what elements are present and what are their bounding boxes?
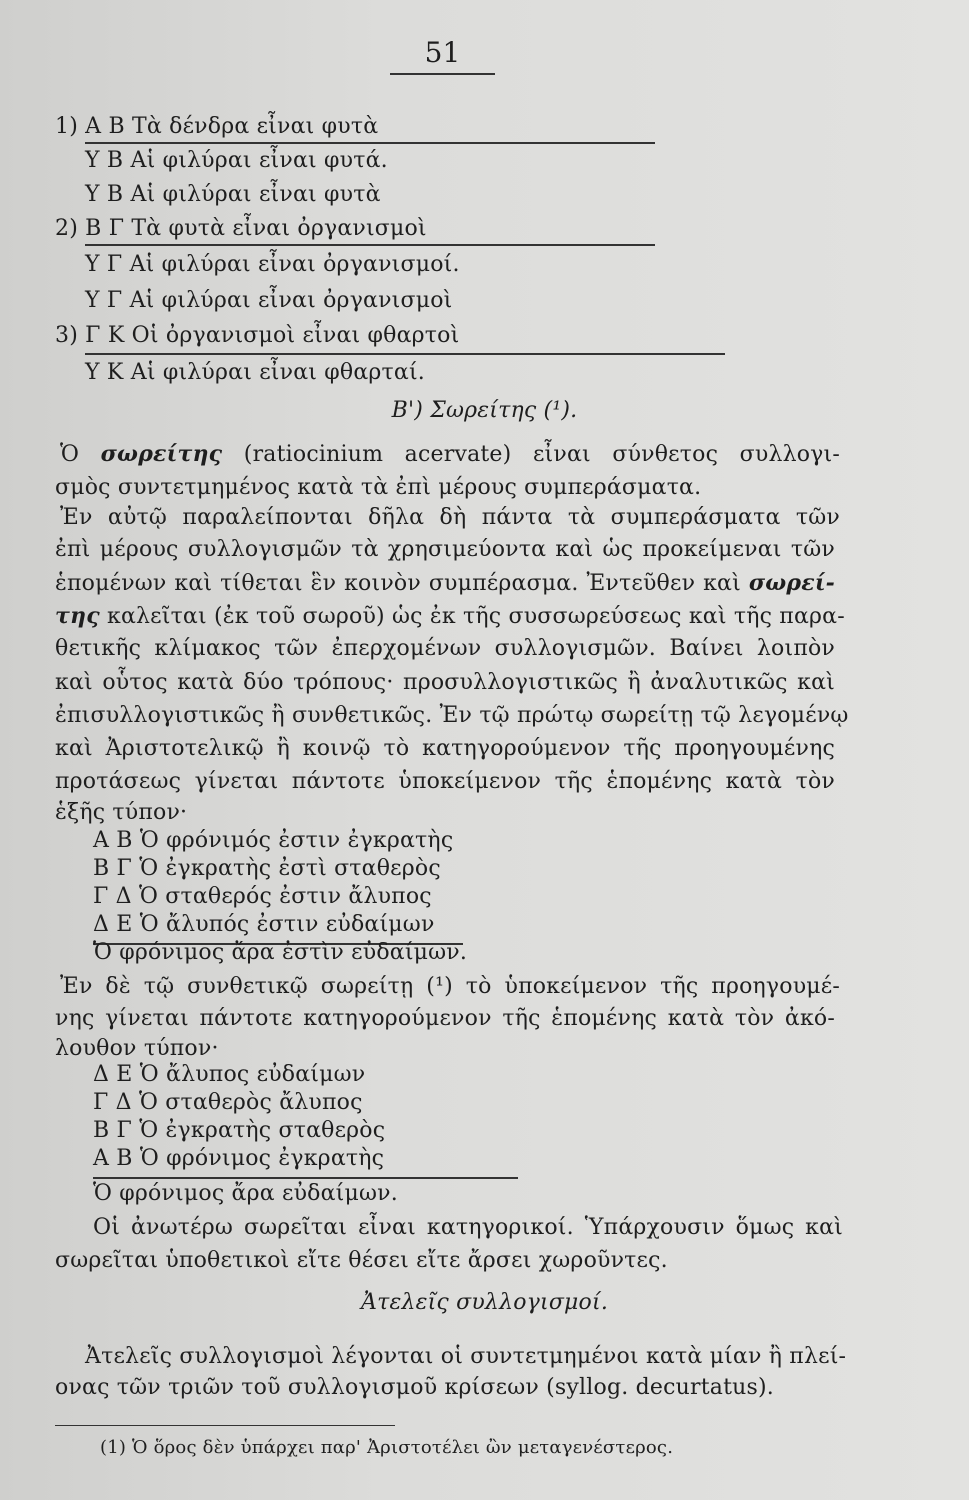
syllogism-line: 3) Γ Κ Οἱ ὀργανισμοὶ εἶναι φθαρτοὶ xyxy=(55,323,460,348)
example-rule xyxy=(93,1177,518,1179)
example-line: Β Γ Ὁ ἐγκρατὴς ἐστὶ σταθερὸς xyxy=(93,856,441,881)
syllogism-line: Υ Κ Αἱ φιλύραι εἶναι φθαρταί. xyxy=(85,360,425,385)
paragraph-line xyxy=(55,570,835,596)
example-line: Δ Ε Ὁ ἄλυπος εὐδαίμων xyxy=(93,1062,366,1087)
paragraph-line: Ἀτελεῖς συλλογισμοὶ λέγονται οἱ συντετμημένοι κατὰ μίαν ἢ πλεί- xyxy=(85,1344,847,1369)
term-emphasis: της xyxy=(55,603,100,629)
example-line: Α Β Ὁ φρόνιμός ἐστιν ἐγκρατὴς xyxy=(93,828,454,853)
paragraph-line: προτάσεως γίνεται πάντοτε ὑποκείμενον τῆς ἑπομένης κατὰ τὸν xyxy=(55,769,835,794)
subheading: Ἀτελεῖς συλλογισμοί. xyxy=(360,1290,609,1315)
paragraph-line: νης γίνεται πάντοτε κατηγορούμενον τῆς ἑπομένης κατὰ τὸν ἀκό- xyxy=(55,1006,835,1031)
text: καλεῖται (ἐκ τοῦ σωροῦ) ὡς ἐκ τῆς συσσωρεύσεως καὶ τῆς παρα- xyxy=(99,604,845,629)
syllogism-rule xyxy=(85,142,655,144)
syllogism-rule xyxy=(85,244,655,246)
example-conclusion: Ὁ φρόνιμος ἄρα ἐστὶν εὐδαίμων. xyxy=(93,940,468,965)
example-line: Α Β Ὁ φρόνιμος ἐγκρατὴς xyxy=(93,1146,385,1171)
paragraph-line: καὶ Ἀριστοτελικῷ ἢ κοινῷ τὸ κατηγορούμενον τῆς προηγουμένης xyxy=(55,736,835,761)
footnote-rule xyxy=(55,1425,395,1426)
example-line: Δ Ε Ὁ ἄλυπός ἐστιν εὐδαίμων xyxy=(93,912,435,937)
paragraph-line xyxy=(55,603,845,629)
syllogism-line: Υ Γ Αἱ φιλύραι εἶναι ὀργανισμοί. xyxy=(85,252,460,277)
text: Ὁ xyxy=(60,442,101,467)
paragraph-line: ἐπισυλλογιστικῶς ἢ συνθετικῶς. Ἐν τῷ πρώτῳ σωρείτῃ τῷ λεγομένῳ xyxy=(55,703,849,728)
paragraph-line: Ἐν δὲ τῷ συνθετικῷ σωρείτῃ (¹) τὸ ὑποκείμενον τῆς προηγουμέ- xyxy=(60,974,840,999)
section-heading: Β') Σωρείτης (¹). xyxy=(391,398,578,423)
text: ἑπομένων καὶ τίθεται ἓν κοινὸν συμπέρασμα. Ἐντεῦθεν καὶ xyxy=(55,571,749,596)
syllogism-line: Υ Γ Αἱ φιλύραι εἶναι ὀργανισμοὶ xyxy=(85,288,453,313)
page-number: 51 xyxy=(390,36,495,75)
paragraph-line: ονας τῶν τριῶν τοῦ συλλογισμοῦ κρίσεων (syllog. decurtatus). xyxy=(55,1375,774,1400)
syllogism-rule xyxy=(85,353,725,355)
example-line: Β Γ Ὁ ἐγκρατὴς σταθερὸς xyxy=(93,1118,386,1143)
example-conclusion: Ὁ φρόνιμος ἄρα εὐδαίμων. xyxy=(93,1181,398,1206)
example-line: Γ Δ Ὁ σταθερός ἐστιν ἄλυπος xyxy=(93,884,432,909)
paragraph-line xyxy=(60,441,840,467)
paragraph-line: Οἱ ἀνωτέρω σωρεῖται εἶναι κατηγορικοί. Ὑπάρχουσιν ὅμως καὶ xyxy=(93,1215,843,1240)
paragraph-line: σμὸς συντετμημένος κατὰ τὰ ἐπὶ μέρους συμπεράσματα. xyxy=(55,475,702,500)
syllogism-line: 2) Β Γ Τὰ φυτὰ εἶναι ὀργανισμοὶ xyxy=(55,216,427,241)
paragraph-line: λουθον τύπον· xyxy=(55,1036,219,1061)
text: (ratiocinium acervate) εἶναι σύνθετος συλλογι- xyxy=(222,442,840,467)
paragraph-line: σωρεῖται ὑποθετικοὶ εἴτε θέσει εἴτε ἄρσει χωροῦντες. xyxy=(55,1248,668,1273)
paragraph-line: ἑξῆς τύπον· xyxy=(55,800,188,825)
paragraph-line: ἐπὶ μέρους συλλογισμῶν τὰ χρησιμεύοντα καὶ ὡς προκείμεναι τῶν xyxy=(55,537,835,562)
footnote: (1) Ὁ ὅρος δὲν ὑπάρχει παρ' Ἀριστοτέλει ὢν μεταγενέστερος. xyxy=(100,1437,674,1458)
paragraph-line: θετικῆς κλίμακος τῶν ἐπερχομένων συλλογισμῶν. Βαίνει λοιπὸν xyxy=(55,636,835,661)
syllogism-line: Υ Β Αἱ φιλύραι εἶναι φυτὰ xyxy=(85,182,381,207)
paragraph-line: καὶ οὗτος κατὰ δύο τρόπους· προσυλλογιστικῶς ἢ ἀναλυτικῶς καὶ xyxy=(55,670,835,695)
term-emphasis: σωρείτης xyxy=(100,441,223,467)
syllogism-line: 1) Α Β Τὰ δένδρα εἶναι φυτὰ xyxy=(55,114,379,139)
syllogism-line: Υ Β Αἱ φιλύραι εἶναι φυτά. xyxy=(85,148,388,173)
example-line: Γ Δ Ὁ σταθερὸς ἄλυπος xyxy=(93,1090,363,1115)
term-emphasis: σωρεί- xyxy=(748,570,835,596)
paragraph-line: Ἐν αὐτῷ παραλείπονται δῆλα δὴ πάντα τὰ συμπεράσματα τῶν xyxy=(60,505,840,530)
